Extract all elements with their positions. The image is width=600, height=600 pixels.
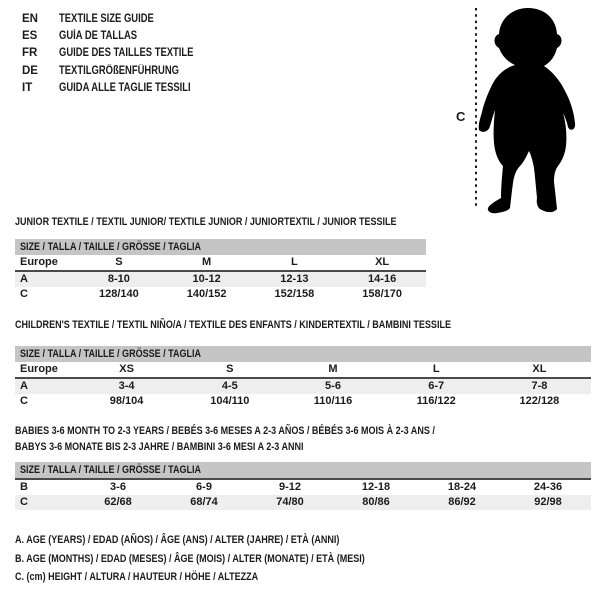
value-cell: 8-10 — [107, 273, 130, 285]
row-label: C — [20, 395, 28, 407]
value-cell: 62/68 — [104, 496, 132, 508]
value-cell: 74/80 — [276, 496, 304, 508]
value-cell: 12-13 — [280, 273, 309, 285]
language-row-es — [22, 28, 223, 45]
value-cell: 7-8 — [531, 380, 548, 392]
size-header-label: SIZE / TALLA / TAILLE / GRÖSSE / TAGLIA — [20, 348, 202, 360]
value-cell: 6-7 — [428, 380, 445, 392]
age-row — [15, 272, 426, 287]
language-code: EN — [22, 13, 38, 25]
footnote-text: C. (cm) HEIGHT / ALTURA / HAUTEUR / HÖHE / ALTEZZA — [15, 571, 259, 584]
language-title: GUÍA DE TALLAS — [59, 30, 138, 43]
value-cell: 6-9 — [196, 481, 212, 493]
value-cell: 3-4 — [118, 380, 135, 392]
junior-table — [15, 239, 426, 302]
baby-silhouette-svg — [450, 0, 600, 220]
language-title: GUIDE DES TAILLES TEXTILE — [59, 47, 194, 60]
value-cell: 116/122 — [416, 395, 456, 407]
value-cell: 86/92 — [448, 496, 476, 508]
column-header-cell: Europe — [20, 363, 58, 375]
size-header-bar — [15, 462, 591, 480]
column-header-cell: XS — [119, 363, 134, 375]
footnote-text: B. AGE (MONTHS) / EDAD (MESES) / ÂGE (MOIS) / ALTER (MONATE) / ETÀ (MESI) — [15, 552, 365, 565]
footnote-line-c — [15, 568, 442, 587]
column-header-cell: M — [328, 363, 338, 375]
junior-table-title-text: JUNIOR TEXTILE / TEXTIL JUNIOR/ TEXTILE JUNIOR / JUNIORTEXTIL / JUNIOR TESSILE — [15, 216, 397, 228]
language-row-fr — [22, 45, 223, 62]
language-row-it — [22, 80, 223, 97]
value-cell: 152/158 — [274, 288, 315, 300]
column-header-cell: M — [202, 256, 212, 268]
value-cell: 122/128 — [519, 395, 560, 407]
footnote-line-a — [15, 531, 442, 550]
column-header-cell: XL — [375, 256, 390, 268]
babies-table-title-line1: BABIES 3-6 MONTH TO 2-3 YEARS / BEBÉS 3-6 MESES A 2-3 AÑOS / BÉBÉS 3-6 MOIS À 2-3 ANS / — [15, 425, 435, 437]
language-code: FR — [22, 47, 38, 60]
language-row-en — [22, 11, 223, 28]
children-table-title — [15, 317, 547, 333]
language-code: DE — [22, 64, 38, 77]
height-row — [15, 394, 591, 409]
babies-table — [15, 462, 591, 510]
column-header-cell: L — [291, 256, 298, 268]
value-cell: 14-16 — [368, 273, 397, 285]
value-cell: 4-5 — [221, 380, 238, 392]
column-header-cell: XL — [532, 363, 547, 375]
language-title-list — [22, 11, 223, 97]
baby-silhouette — [479, 8, 575, 213]
size-header-bar — [15, 239, 426, 255]
children-table-title-text: CHILDREN'S TEXTILE / TEXTIL NIÑO/A / TEXTILE DES ENFANTS / KINDERTEXTIL / BAMBINI TESSILE — [15, 319, 451, 331]
size-header-label: SIZE / TALLA / TAILLE / GRÖSSE / TAGLIA — [20, 241, 202, 253]
age-row — [15, 379, 591, 394]
babies-table-title-line2: BABYS 3-6 MONATE BIS 2-3 JAHRE / BAMBINI 3-6 MESI A 2-3 ANNI — [15, 441, 304, 453]
row-label: A — [20, 380, 28, 392]
row-label: C — [20, 288, 28, 300]
value-cell: 80/86 — [362, 496, 390, 508]
footnote-text: A. AGE (YEARS) / EDAD (AÑOS) / ÂGE (ANS) / ALTER (JAHRE) / ETÀ (ANNI) — [15, 534, 340, 546]
language-title: TEXTILE SIZE GUIDE — [59, 13, 154, 25]
value-cell: 110/116 — [313, 395, 353, 407]
value-cell: 10-12 — [192, 273, 221, 285]
value-cell: 24-36 — [533, 481, 563, 493]
height-measure-label: C — [456, 109, 466, 124]
column-header-cell: Europe — [20, 256, 58, 268]
language-title: GUIDA ALLE TAGLIE TESSILI — [59, 81, 191, 94]
value-cell: 5-6 — [325, 380, 341, 392]
age-months-row — [15, 480, 591, 495]
column-header-cell: L — [432, 363, 440, 375]
language-code: ES — [22, 30, 38, 43]
value-cell: 140/152 — [186, 288, 227, 300]
children-table — [15, 346, 591, 409]
value-cell: 18-24 — [447, 481, 477, 493]
value-cell: 158/170 — [362, 288, 402, 300]
size-header-label: SIZE / TALLA / TAILLE / GRÖSSE / TAGLIA — [20, 464, 202, 476]
value-cell: 9-12 — [278, 481, 302, 493]
column-header-cell: S — [115, 256, 123, 268]
value-cell: 12-18 — [361, 481, 391, 493]
table-header-row — [15, 255, 426, 272]
size-header-bar — [15, 346, 591, 362]
table-header-row — [15, 362, 591, 379]
row-label: C — [20, 496, 28, 508]
row-label: B — [20, 481, 28, 493]
footnotes — [15, 531, 442, 587]
value-cell: 68/74 — [190, 496, 218, 508]
junior-table-title — [15, 214, 480, 230]
value-cell: 128/140 — [98, 288, 139, 300]
footnote-line-b — [15, 550, 442, 569]
language-title: TEXTILGRÖßENFÜHRUNG — [59, 64, 179, 77]
value-cell: 3-6 — [110, 481, 126, 493]
baby-height-figure — [450, 0, 600, 220]
height-row — [15, 495, 591, 510]
value-cell: 92/98 — [534, 496, 562, 508]
language-row-de — [22, 63, 223, 80]
babies-table-title — [15, 423, 527, 455]
value-cell: 104/110 — [210, 395, 250, 407]
column-header-cell: S — [226, 363, 234, 375]
language-code: IT — [22, 81, 33, 94]
height-row — [15, 287, 426, 302]
row-label: A — [20, 273, 28, 285]
value-cell: 98/104 — [109, 395, 144, 407]
